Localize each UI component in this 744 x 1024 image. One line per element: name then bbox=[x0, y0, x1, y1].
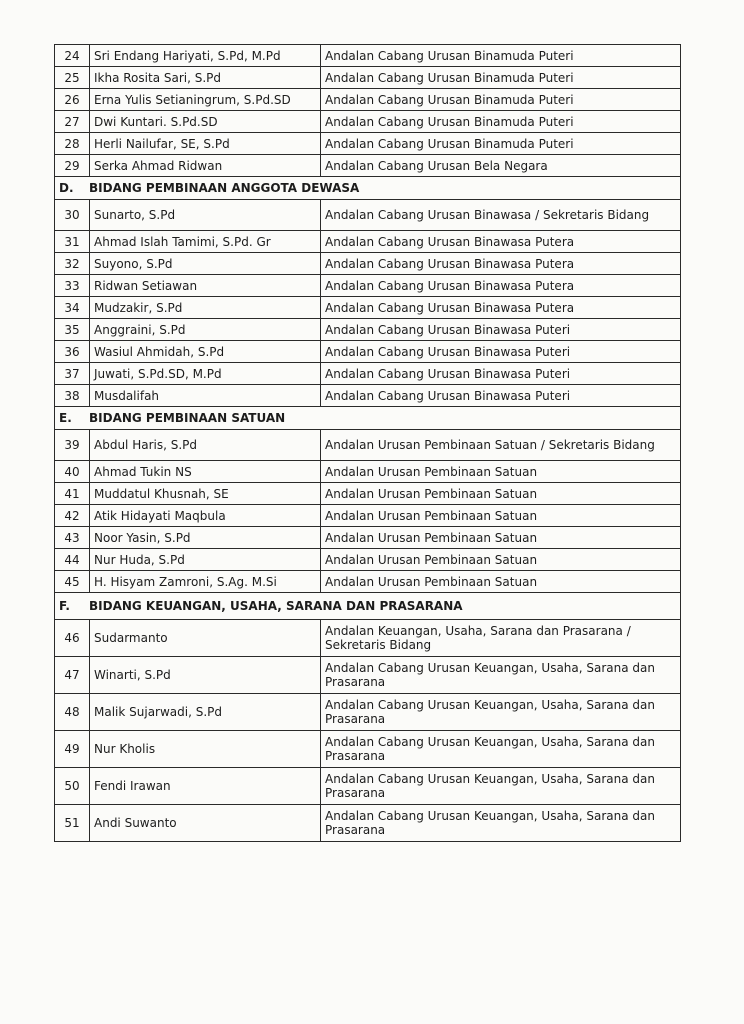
member-position: Andalan Cabang Urusan Binamuda Puteri bbox=[321, 45, 681, 67]
member-position: Andalan Cabang Urusan Keuangan, Usaha, Sarana dan Prasarana bbox=[321, 731, 681, 768]
member-name: Sunarto, S.Pd bbox=[90, 200, 321, 231]
row-number: 27 bbox=[55, 111, 90, 133]
member-name: Fendi Irawan bbox=[90, 768, 321, 805]
member-position: Andalan Cabang Urusan Binawasa Putera bbox=[321, 297, 681, 319]
table-row bbox=[55, 430, 681, 461]
row-number: 47 bbox=[55, 657, 90, 694]
row-number: 50 bbox=[55, 768, 90, 805]
member-position: Andalan Cabang Urusan Binawasa Puteri bbox=[321, 319, 681, 341]
member-name: Musdalifah bbox=[90, 385, 321, 407]
table-row bbox=[55, 805, 681, 842]
table-row bbox=[55, 231, 681, 253]
row-number: 41 bbox=[55, 483, 90, 505]
row-number: 42 bbox=[55, 505, 90, 527]
table-row bbox=[55, 385, 681, 407]
section-letter: E. bbox=[59, 411, 72, 425]
table-row bbox=[55, 297, 681, 319]
table-row bbox=[55, 111, 681, 133]
table-row bbox=[55, 89, 681, 111]
member-position: Andalan Cabang Urusan Keuangan, Usaha, Sarana dan Prasarana bbox=[321, 657, 681, 694]
table-row bbox=[55, 461, 681, 483]
section-header-d bbox=[55, 177, 681, 200]
row-number: 30 bbox=[55, 200, 90, 231]
member-name: H. Hisyam Zamroni, S.Ag. M.Si bbox=[90, 571, 321, 593]
row-number: 51 bbox=[55, 805, 90, 842]
member-position: Andalan Cabang Urusan Binamuda Puteri bbox=[321, 89, 681, 111]
section-letter: D. bbox=[59, 181, 74, 195]
row-number: 31 bbox=[55, 231, 90, 253]
group-d bbox=[55, 177, 681, 407]
section-title: BIDANG PEMBINAAN ANGGOTA DEWASA bbox=[89, 181, 360, 195]
section-title: BIDANG KEUANGAN, USAHA, SARANA DAN PRASARANA bbox=[89, 599, 463, 613]
row-number: 29 bbox=[55, 155, 90, 177]
member-name: Serka Ahmad Ridwan bbox=[90, 155, 321, 177]
row-number: 32 bbox=[55, 253, 90, 275]
table-row bbox=[55, 731, 681, 768]
member-position: Andalan Cabang Urusan Binawasa Putera bbox=[321, 231, 681, 253]
member-position: Andalan Cabang Urusan Keuangan, Usaha, Sarana dan Prasarana bbox=[321, 805, 681, 842]
member-name: Malik Sujarwadi, S.Pd bbox=[90, 694, 321, 731]
member-position: Andalan Cabang Urusan Binamuda Puteri bbox=[321, 111, 681, 133]
row-number: 37 bbox=[55, 363, 90, 385]
table-row bbox=[55, 363, 681, 385]
member-name: Abdul Haris, S.Pd bbox=[90, 430, 321, 461]
member-position: Andalan Cabang Urusan Binawasa Putera bbox=[321, 275, 681, 297]
row-number: 39 bbox=[55, 430, 90, 461]
member-name: Herli Nailufar, SE, S.Pd bbox=[90, 133, 321, 155]
member-position: Andalan Cabang Urusan Binamuda Puteri bbox=[321, 133, 681, 155]
member-name: Ridwan Setiawan bbox=[90, 275, 321, 297]
row-number: 34 bbox=[55, 297, 90, 319]
table-row bbox=[55, 45, 681, 67]
member-position: Andalan Cabang Urusan Keuangan, Usaha, Sarana dan Prasarana bbox=[321, 768, 681, 805]
group-a-rows bbox=[55, 45, 681, 177]
member-name: Ahmad Islah Tamimi, S.Pd. Gr bbox=[90, 231, 321, 253]
section-header-e bbox=[55, 407, 681, 430]
table-row bbox=[55, 275, 681, 297]
group-e bbox=[55, 407, 681, 593]
table-row bbox=[55, 768, 681, 805]
member-position: Andalan Cabang Urusan Keuangan, Usaha, Sarana dan Prasarana bbox=[321, 694, 681, 731]
section-header-f bbox=[55, 593, 681, 620]
row-number: 46 bbox=[55, 620, 90, 657]
table-row bbox=[55, 549, 681, 571]
row-number: 38 bbox=[55, 385, 90, 407]
table-row bbox=[55, 133, 681, 155]
table-row bbox=[55, 505, 681, 527]
table-row bbox=[55, 694, 681, 731]
table-row bbox=[55, 483, 681, 505]
row-number: 49 bbox=[55, 731, 90, 768]
table-row bbox=[55, 67, 681, 89]
member-position: Andalan Cabang Urusan Binamuda Puteri bbox=[321, 67, 681, 89]
roster-table bbox=[54, 44, 681, 842]
member-position: Andalan Cabang Urusan Binawasa Puteri bbox=[321, 385, 681, 407]
member-name: Sudarmanto bbox=[90, 620, 321, 657]
row-number: 44 bbox=[55, 549, 90, 571]
section-title-cell bbox=[55, 593, 681, 620]
member-position: Andalan Cabang Urusan Binawasa Puteri bbox=[321, 341, 681, 363]
member-position: Andalan Urusan Pembinaan Satuan bbox=[321, 505, 681, 527]
table-row bbox=[55, 620, 681, 657]
member-position: Andalan Urusan Pembinaan Satuan bbox=[321, 483, 681, 505]
member-position: Andalan Cabang Urusan Bela Negara bbox=[321, 155, 681, 177]
row-number: 26 bbox=[55, 89, 90, 111]
row-number: 28 bbox=[55, 133, 90, 155]
section-title: BIDANG PEMBINAAN SATUAN bbox=[89, 411, 286, 425]
member-name: Wasiul Ahmidah, S.Pd bbox=[90, 341, 321, 363]
member-name: Ahmad Tukin NS bbox=[90, 461, 321, 483]
member-name: Dwi Kuntari. S.Pd.SD bbox=[90, 111, 321, 133]
member-name: Ikha Rosita Sari, S.Pd bbox=[90, 67, 321, 89]
member-name: Nur Huda, S.Pd bbox=[90, 549, 321, 571]
member-name: Nur Kholis bbox=[90, 731, 321, 768]
row-number: 35 bbox=[55, 319, 90, 341]
section-title-cell bbox=[55, 407, 681, 430]
row-number: 45 bbox=[55, 571, 90, 593]
member-name: Muddatul Khusnah, SE bbox=[90, 483, 321, 505]
table-row bbox=[55, 319, 681, 341]
member-name: Winarti, S.Pd bbox=[90, 657, 321, 694]
member-name: Erna Yulis Setianingrum, S.Pd.SD bbox=[90, 89, 321, 111]
row-number: 24 bbox=[55, 45, 90, 67]
member-position: Andalan Urusan Pembinaan Satuan bbox=[321, 549, 681, 571]
row-number: 25 bbox=[55, 67, 90, 89]
member-position: Andalan Urusan Pembinaan Satuan / Sekretaris Bidang bbox=[321, 430, 681, 461]
member-name: Juwati, S.Pd.SD, M.Pd bbox=[90, 363, 321, 385]
row-number: 36 bbox=[55, 341, 90, 363]
member-position: Andalan Urusan Pembinaan Satuan bbox=[321, 461, 681, 483]
table-row bbox=[55, 155, 681, 177]
table-row bbox=[55, 657, 681, 694]
group-f bbox=[55, 593, 681, 842]
member-position: Andalan Cabang Urusan Binawasa Putera bbox=[321, 253, 681, 275]
member-position: Andalan Cabang Urusan Binawasa Puteri bbox=[321, 363, 681, 385]
member-name: Andi Suwanto bbox=[90, 805, 321, 842]
member-name: Anggraini, S.Pd bbox=[90, 319, 321, 341]
row-number: 48 bbox=[55, 694, 90, 731]
table-row bbox=[55, 341, 681, 363]
section-letter: F. bbox=[59, 599, 70, 613]
member-name: Noor Yasin, S.Pd bbox=[90, 527, 321, 549]
member-name: Atik Hidayati Maqbula bbox=[90, 505, 321, 527]
table-row bbox=[55, 571, 681, 593]
member-name: Sri Endang Hariyati, S.Pd, M.Pd bbox=[90, 45, 321, 67]
member-position: Andalan Cabang Urusan Binawasa / Sekretaris Bidang bbox=[321, 200, 681, 231]
row-number: 43 bbox=[55, 527, 90, 549]
section-title-cell bbox=[55, 177, 681, 200]
member-name: Suyono, S.Pd bbox=[90, 253, 321, 275]
table-row bbox=[55, 253, 681, 275]
row-number: 33 bbox=[55, 275, 90, 297]
table-row bbox=[55, 200, 681, 231]
member-name: Mudzakir, S.Pd bbox=[90, 297, 321, 319]
member-position: Andalan Keuangan, Usaha, Sarana dan Prasarana / Sekretaris Bidang bbox=[321, 620, 681, 657]
member-position: Andalan Urusan Pembinaan Satuan bbox=[321, 527, 681, 549]
row-number: 40 bbox=[55, 461, 90, 483]
table-row bbox=[55, 527, 681, 549]
member-position: Andalan Urusan Pembinaan Satuan bbox=[321, 571, 681, 593]
